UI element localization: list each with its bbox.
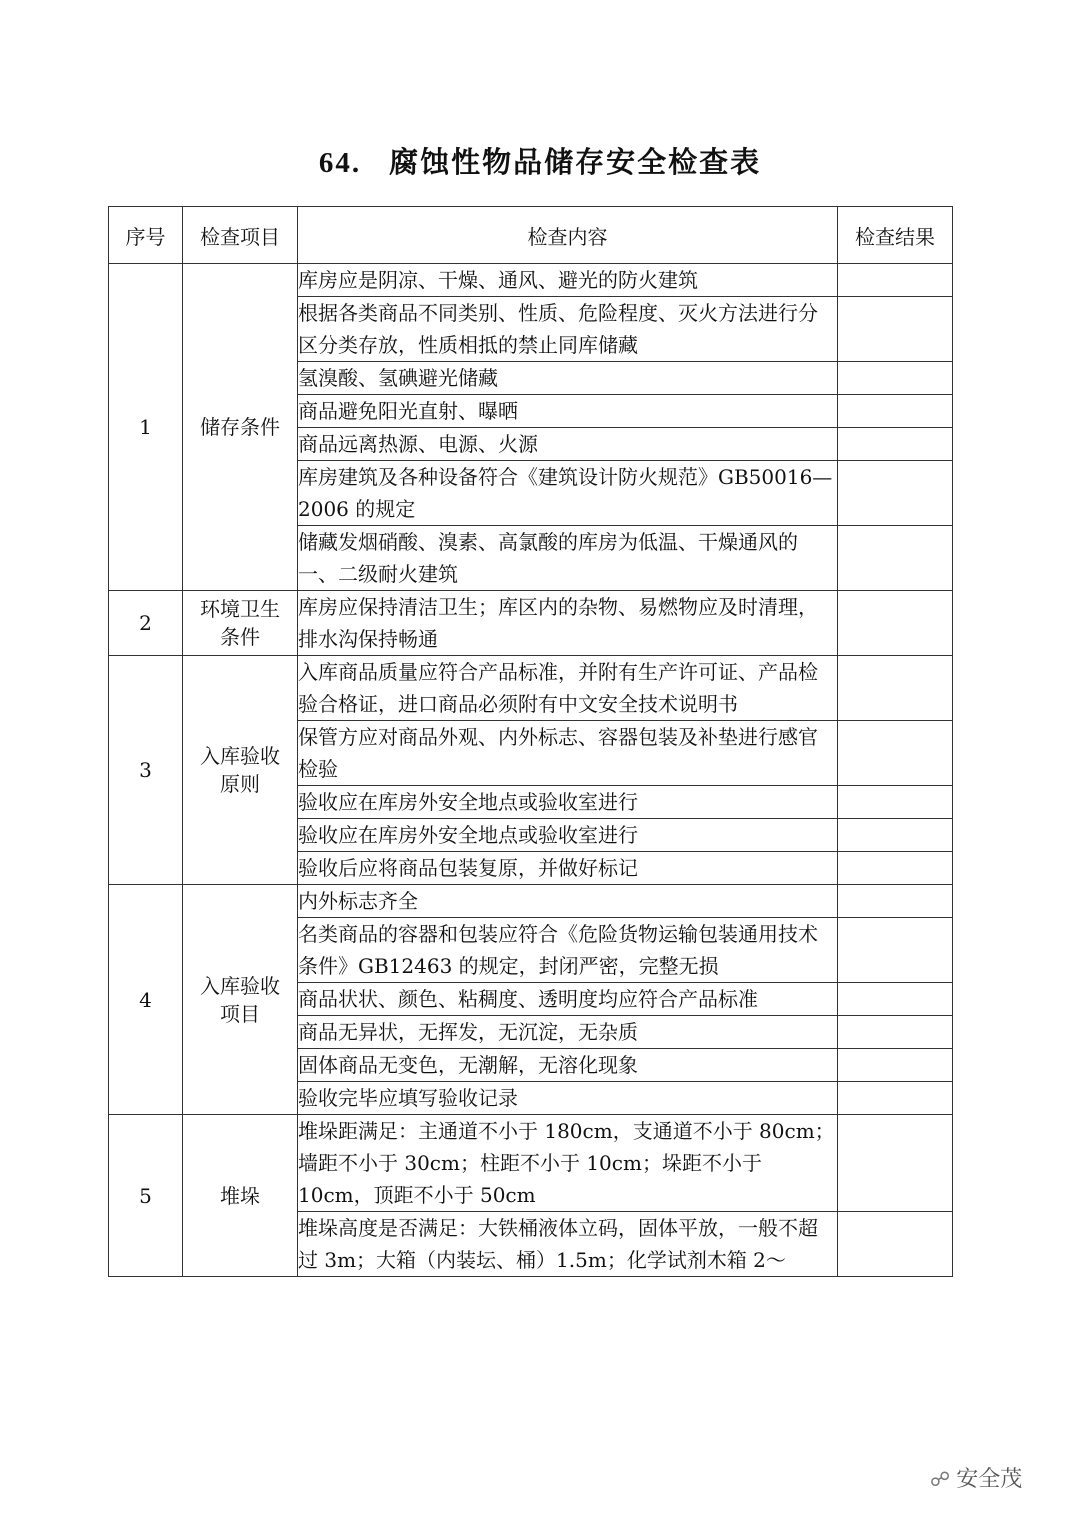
table-row	[109, 885, 953, 918]
header-item: 检查项目	[183, 207, 298, 264]
result-cell[interactable]	[838, 297, 953, 362]
result-cell[interactable]	[838, 1082, 953, 1115]
check-content: 库房应是阴凉、干燥、通风、避光的防火建筑	[298, 264, 838, 297]
group-index: 4	[109, 885, 183, 1115]
check-content: 储藏发烟硝酸、溴素、高氯酸的库房为低温、干燥通风的一、二级耐火建筑	[298, 526, 838, 591]
result-cell[interactable]	[838, 819, 953, 852]
check-content: 验收完毕应填写验收记录	[298, 1082, 838, 1115]
result-cell[interactable]	[838, 721, 953, 786]
check-content: 堆垛高度是否满足：大铁桶液体立码，固体平放，一般不超过 3m；大箱（内装坛、桶）1.5m；化学试剂木箱 2～	[298, 1212, 838, 1277]
check-content: 固体商品无变色，无潮解，无溶化现象	[298, 1049, 838, 1082]
table-row	[109, 591, 953, 656]
check-content: 内外标志齐全	[298, 885, 838, 918]
watermark	[930, 1462, 1022, 1493]
result-cell[interactable]	[838, 1212, 953, 1277]
checklist-table	[108, 206, 953, 1277]
group-index: 1	[109, 264, 183, 591]
page-title	[0, 140, 1080, 181]
check-content: 库房建筑及各种设备符合《建筑设计防火规范》GB50016—2006 的规定	[298, 461, 838, 526]
table-row	[109, 264, 953, 297]
group-index: 5	[109, 1115, 183, 1277]
check-content: 验收应在库房外安全地点或验收室进行	[298, 819, 838, 852]
result-cell[interactable]	[838, 395, 953, 428]
check-content: 验收应在库房外安全地点或验收室进行	[298, 786, 838, 819]
group-category: 入库验收项目	[183, 885, 298, 1115]
table-header-row	[109, 207, 953, 264]
table-row	[109, 1115, 953, 1212]
group-category: 储存条件	[183, 264, 298, 591]
result-cell[interactable]	[838, 428, 953, 461]
group-index: 2	[109, 591, 183, 656]
check-content: 商品状状、颜色、粘稠度、透明度均应符合产品标准	[298, 983, 838, 1016]
title-text: 腐蚀性物品储存安全检查表	[389, 145, 762, 179]
result-cell[interactable]	[838, 786, 953, 819]
table-row	[109, 656, 953, 721]
result-cell[interactable]	[838, 526, 953, 591]
check-content: 氢溴酸、氢碘避光储藏	[298, 362, 838, 395]
group-index: 3	[109, 656, 183, 885]
result-cell[interactable]	[838, 1115, 953, 1212]
check-content: 商品无异状，无挥发，无沉淀，无杂质	[298, 1016, 838, 1049]
check-content: 保管方应对商品外观、内外标志、容器包装及补垫进行感官检验	[298, 721, 838, 786]
header-content: 检查内容	[298, 207, 838, 264]
wechat-icon: ☍	[930, 1467, 951, 1491]
result-cell[interactable]	[838, 591, 953, 656]
result-cell[interactable]	[838, 885, 953, 918]
check-content: 根据各类商品不同类别、性质、危险程度、灭火方法进行分区分类存放，性质相抵的禁止同库储藏	[298, 297, 838, 362]
result-cell[interactable]	[838, 1049, 953, 1082]
watermark-text: 安全茂	[956, 1467, 1023, 1492]
check-content: 库房应保持清洁卫生；库区内的杂物、易燃物应及时清理，排水沟保持畅通	[298, 591, 838, 656]
result-cell[interactable]	[838, 1016, 953, 1049]
result-cell[interactable]	[838, 264, 953, 297]
header-result: 检查结果	[838, 207, 953, 264]
group-category: 环境卫生条件	[183, 591, 298, 656]
header-index: 序号	[109, 207, 183, 264]
check-content: 验收后应将商品包装复原，并做好标记	[298, 852, 838, 885]
check-content: 商品避免阳光直射、曝晒	[298, 395, 838, 428]
result-cell[interactable]	[838, 983, 953, 1016]
result-cell[interactable]	[838, 852, 953, 885]
group-category: 入库验收原则	[183, 656, 298, 885]
check-content: 商品远离热源、电源、火源	[298, 428, 838, 461]
result-cell[interactable]	[838, 656, 953, 721]
result-cell[interactable]	[838, 918, 953, 983]
check-content: 入库商品质量应符合产品标准，并附有生产许可证、产品检验合格证，进口商品必须附有中文安全技术说明书	[298, 656, 838, 721]
result-cell[interactable]	[838, 362, 953, 395]
check-content: 名类商品的容器和包装应符合《危险货物运输包装通用技术条件》GB12463 的规定，封闭严密，完整无损	[298, 918, 838, 983]
check-content: 堆垛距满足：主通道不小于 180cm，支通道不小于 80cm；墙距不小于 30cm；柱距不小于 10cm；垛距不小于 10cm，顶距不小于 50cm	[298, 1115, 838, 1212]
result-cell[interactable]	[838, 461, 953, 526]
group-category: 堆垛	[183, 1115, 298, 1277]
title-number: 64.	[318, 147, 362, 179]
